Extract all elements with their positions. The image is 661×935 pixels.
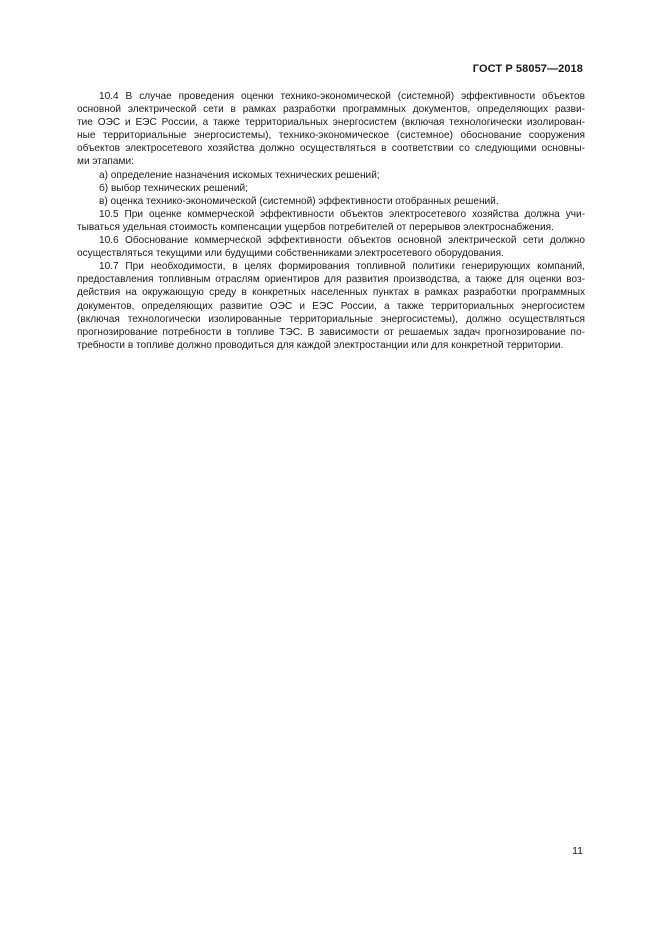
paragraph-10-4 xyxy=(77,90,585,169)
paragraph-line: ми этапами: xyxy=(77,156,134,168)
list-item-a xyxy=(77,169,585,182)
paragraph-line: тываться удельная стоимость компенсации ущербов потребителей от перерывов электроснабжения. xyxy=(77,221,554,233)
paragraph-line: действия на окружающую среду в конкретных населенных пунктах в рамках разработки программных xyxy=(77,287,585,299)
list-item-b xyxy=(77,182,585,195)
paragraph-line: 10.7 При необходимости, в целях формирования топливной политики генерирующих компаний, xyxy=(99,261,585,273)
paragraph-line: ные территориальные энергосистемы), технико-экономическое (системное) обоснование сооружения xyxy=(77,130,585,142)
paragraph-10-7 xyxy=(77,260,585,352)
list-item-text: а) определение назначения искомых технических решений; xyxy=(99,169,380,181)
page-number: 11 xyxy=(572,845,583,857)
list-item-v xyxy=(77,195,585,208)
document-body xyxy=(77,90,585,352)
paragraph-line: (включая технологически изолированные территориальные энергосистемы), должно осуществляться xyxy=(77,313,585,325)
paragraph-10-5 xyxy=(77,208,585,234)
paragraph-line: тие ОЭС и ЕЭС России, а также территориальных энергосистем (включая технологически изолирован- xyxy=(77,117,585,129)
paragraph-line: 10.4 В случае проведения оценки технико-экономической (системной) эффективности объектов xyxy=(99,91,585,102)
paragraph-line: документов, определяющих развитие ОЭС и ЕЭС России, а также территориальных энергосистем xyxy=(77,300,585,312)
paragraph-line: объектов электросетевого хозяйства должно осуществляться в соответствии со следующими основны- xyxy=(77,143,585,155)
list-item-text: в) оценка технико-экономической (системной) эффективности отобранных решений. xyxy=(99,195,499,207)
list-item-text: б) выбор технических решений; xyxy=(99,182,248,194)
paragraph-line: основной электрической сети в рамках разработки программных документов, определяющих разви- xyxy=(77,104,585,116)
paragraph-line: осуществляться текущими или будущими собственниками электросетевого оборудования. xyxy=(77,248,504,260)
paragraph-line: 10.5 При оценке коммерческой эффективности объектов электросетевого хозяйства должна учи- xyxy=(99,208,585,220)
paragraph-line: прогнозирование потребности в топливе ТЭС. В зависимости от решаемых задач прогнозирование по- xyxy=(77,326,585,338)
paragraph-10-6 xyxy=(77,234,585,260)
document-header-standard-code: ГОСТ Р 58057—2018 xyxy=(472,63,583,75)
paragraph-line: требности в топливе должно проводиться для каждой электростанции или для конкретной территории. xyxy=(77,339,564,351)
paragraph-line: предоставления топливным отраслям ориентиров для развития производства, а также для оценки воз- xyxy=(77,274,585,286)
paragraph-line: 10.6 Обоснование коммерческой эффективности объектов основной электрической сети должно xyxy=(99,235,585,247)
